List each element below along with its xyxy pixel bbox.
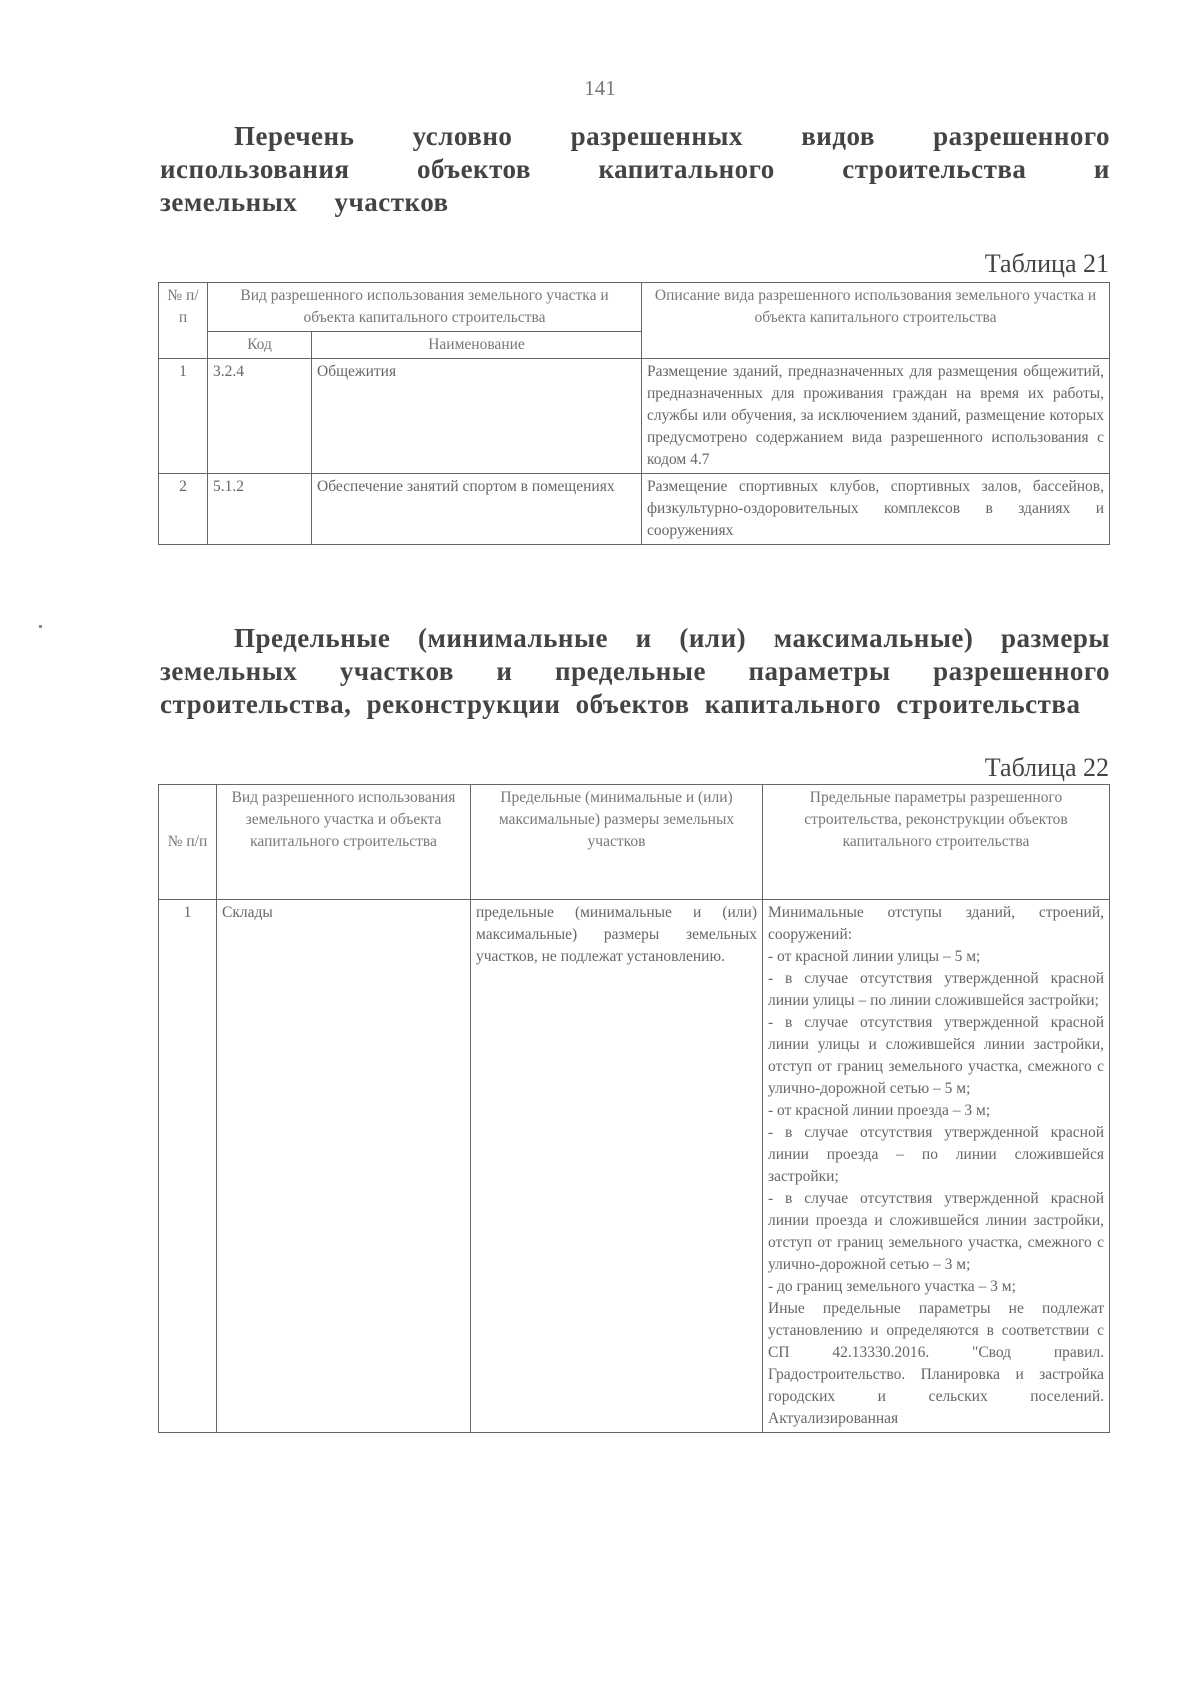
params-line: - в случае отсутствия утвержденной красной линии улицы – по линии сложившейся застройки; [768,970,1104,1009]
header-params: Предельные параметры разрешенного строительства, реконструкции объектов капитального строительства [763,785,1110,900]
params-line: - в случае отсутствия утвержденной красной линии проезда – по линии сложившейся застройки; [768,1124,1104,1185]
page-number: 141 [584,76,616,100]
header-num: № п/п [159,283,208,359]
header-sizes: Предельные (минимальные и (или) максимальные) размеры земельных участков [471,785,763,900]
table-21 [158,282,1110,545]
table22-caption: Таблица 22 [984,753,1109,782]
row-name: Обеспечение занятий спортом в помещениях [312,474,642,545]
params-line: Иные предельные параметры не подлежат установлению и определяются в соответствии с СП 42.13330.2016. "Свод правил. Градостроительство. Планировка и застройка городских и сельских поселений. Актуализированная [768,1300,1104,1427]
row-name: Общежития [312,359,642,474]
row-description: Размещение зданий, предназначенных для размещения общежитий, предназначенных для проживания граждан на время их работы, службы или обучения, за исключением зданий, размещение которых предусмотрено содержанием вида разрешенного использования с кодом 4.7 [642,359,1110,474]
params-line: - в случае отсутствия утвержденной красной линии проезда и сложившейся линии застройки, отступ от границ земельного участка, смежного с улично-дорожной сетью – 3 м; [768,1190,1104,1273]
section2-heading: Предельные (минимальные и (или) максимальные) размеры земельных участков и предельные параметры разрешенного строительства, реконструкции объектов капитального строительства [160,623,1110,719]
row-num: 2 [159,474,208,545]
row-sizes: предельные (минимальные и (или) максимальные) размеры земельных участков, не подлежат установлению. [471,900,763,1433]
row-code: 5.1.2 [208,474,312,545]
table21-caption: Таблица 21 [984,249,1109,278]
table-22 [158,784,1110,1433]
header-description: Описание вида разрешенного использования земельного участка и объекта капитального строительства [642,283,1110,359]
table-row [159,900,1110,1433]
row-code: 3.2.4 [208,359,312,474]
params-line: - от красной линии проезда – 3 м; [768,1102,991,1119]
section1-heading: Перечень условно разрешенных видов разрешенного использования объектов капитального строительства и земельных участков [160,121,1110,217]
row-num: 1 [159,900,217,1433]
params-line: Минимальные отступы зданий, строений, сооружений: [768,904,1104,943]
row-description: Размещение спортивных клубов, спортивных залов, бассейнов, физкультурно-оздоровительных комплексов в зданиях и сооружениях [642,474,1110,545]
header-kind: Вид разрешенного использования земельного участка и объекта капитального строительства [217,785,471,900]
row-params [763,900,1110,1433]
table-row [159,474,1110,545]
row-kind: Склады [217,900,471,1433]
scan-speck [39,625,42,628]
params-line: - до границ земельного участка – 3 м; [768,1278,1016,1295]
header-name: Наименование [312,332,642,359]
params-line: - в случае отсутствия утвержденной красной линии улицы и сложившейся линии застройки, отступ от границ земельного участка, смежного с улично-дорожной сетью – 5 м; [768,1014,1104,1097]
table-row [159,359,1110,474]
params-line: - от красной линии улицы – 5 м; [768,948,981,965]
header-code: Код [208,332,312,359]
header-num: № п/п [159,785,217,900]
header-kind-group: Вид разрешенного использования земельного участка и объекта капитального строительства [208,283,642,332]
row-num: 1 [159,359,208,474]
